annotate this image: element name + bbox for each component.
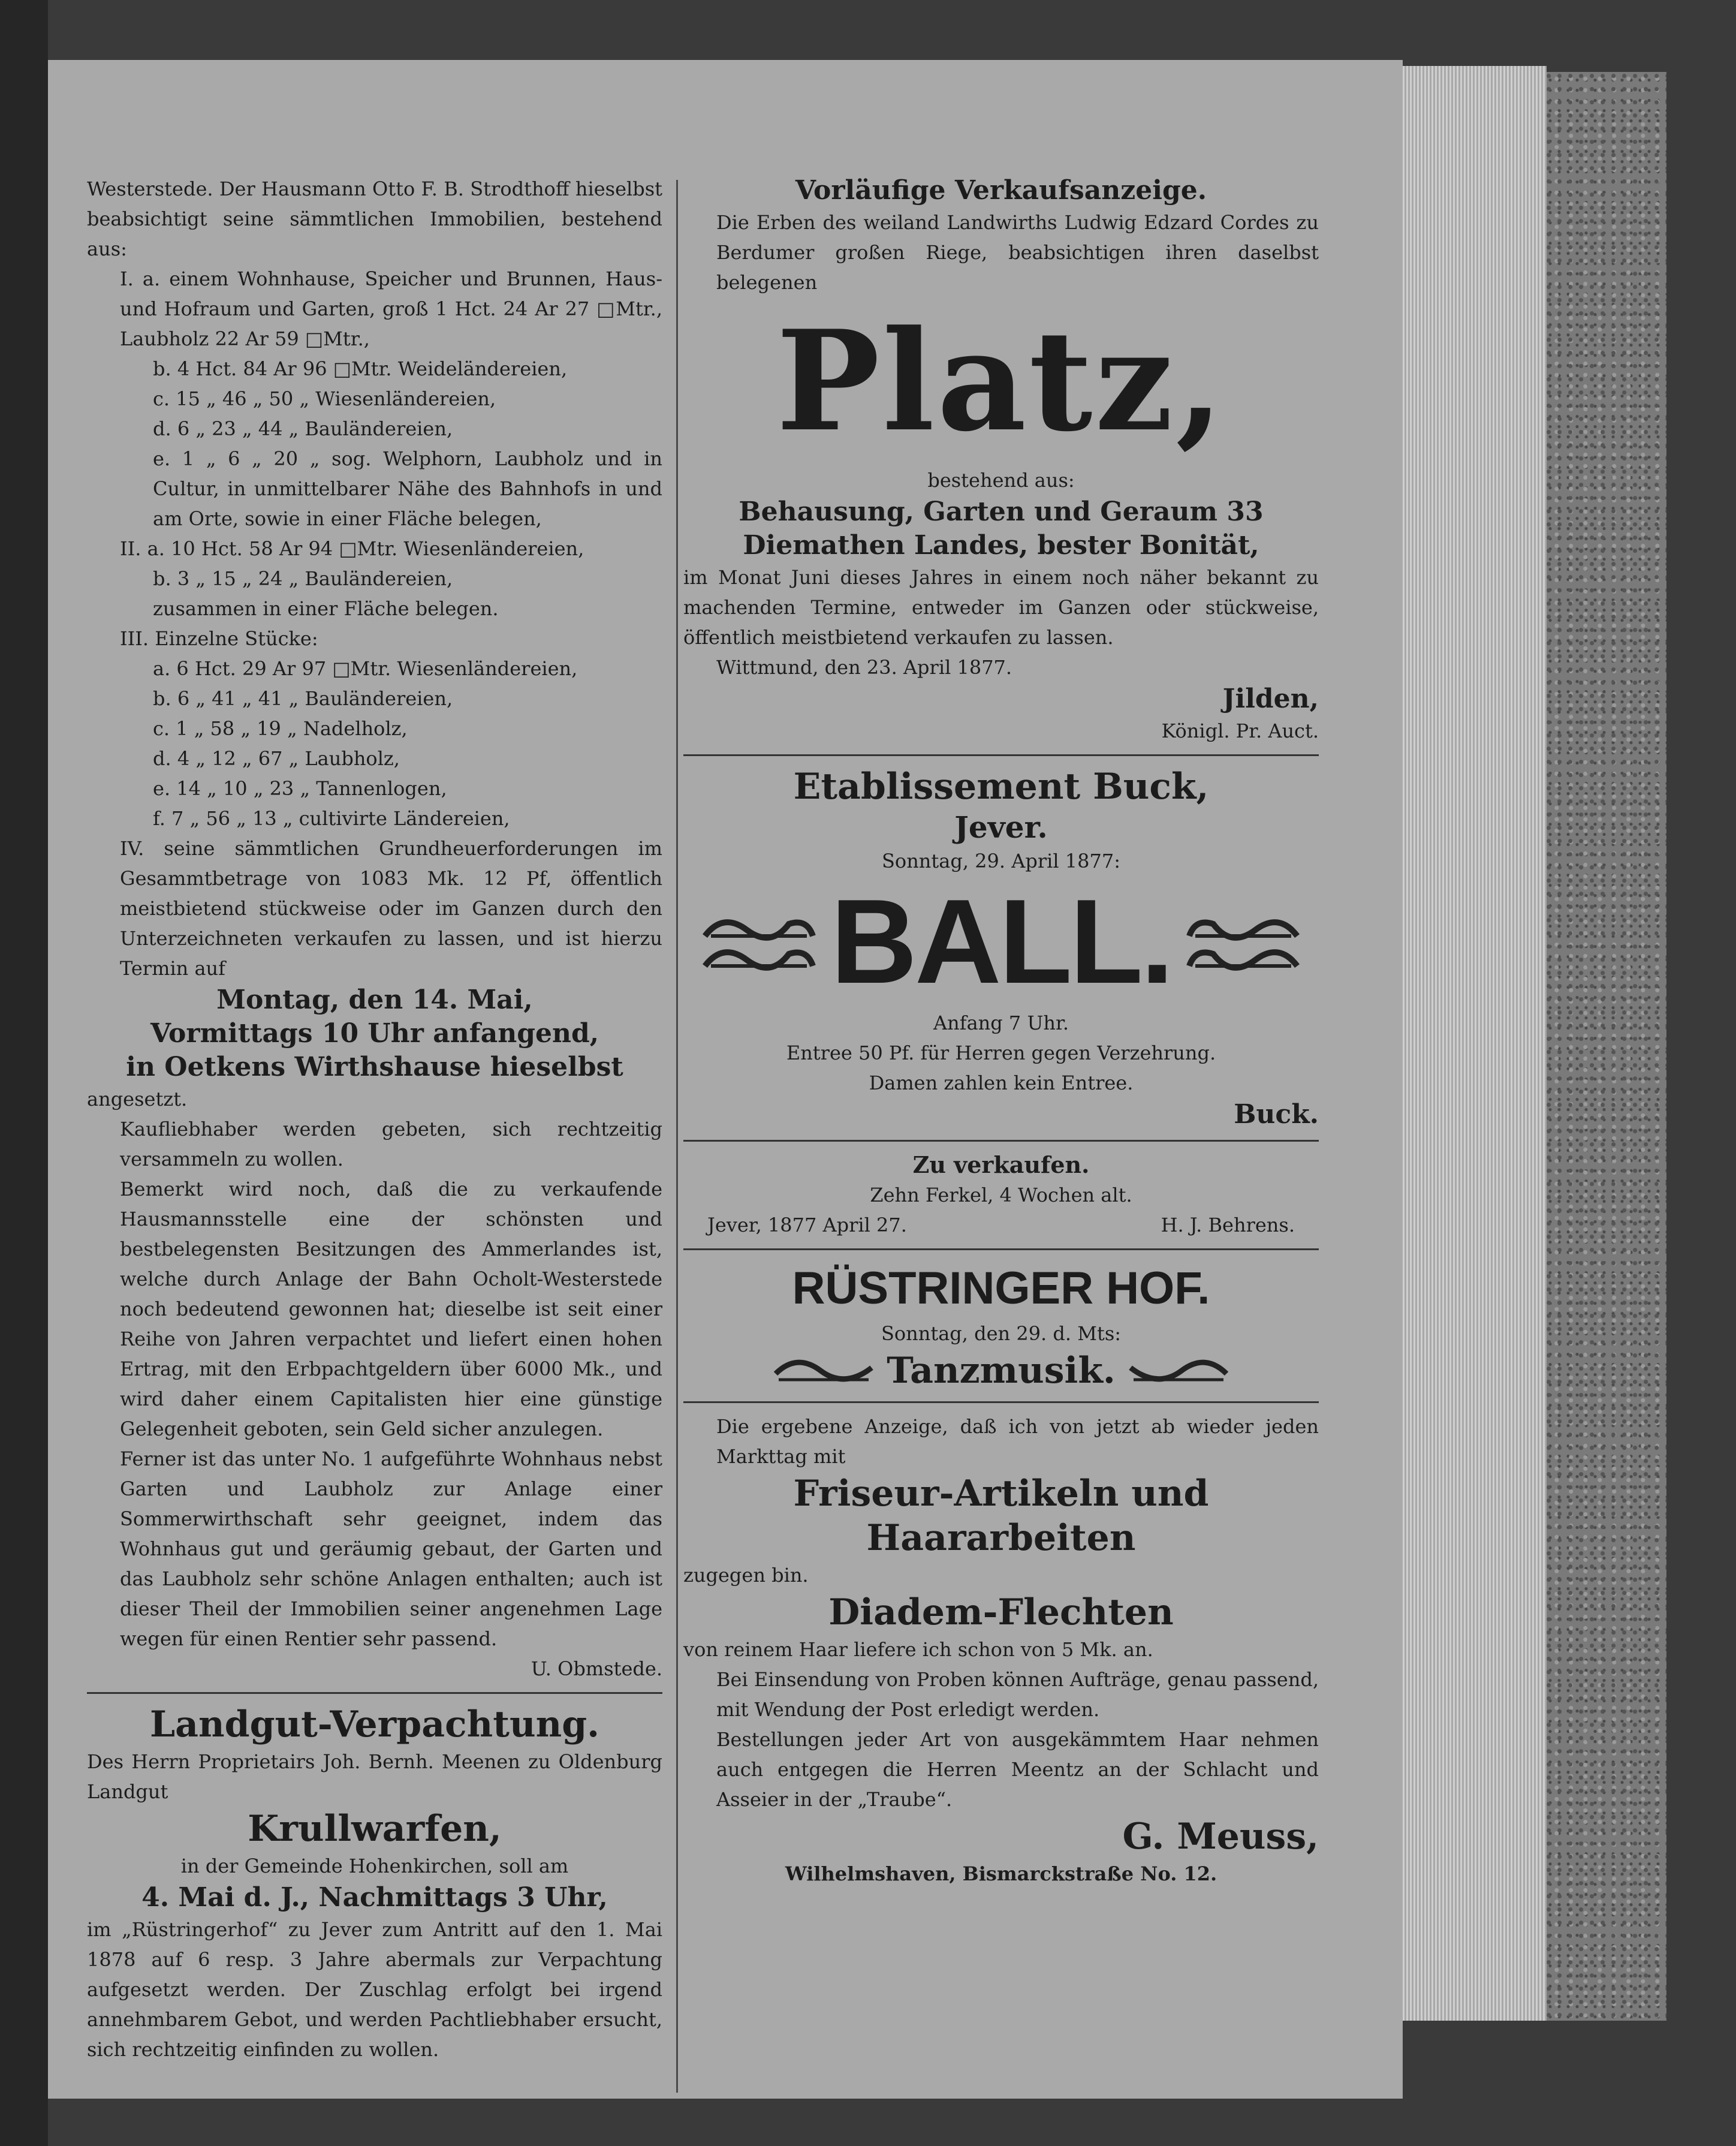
list-item: a. 6 Hct. 29 Ar 97 □Mtr. Wiesenländereien, [153, 657, 578, 680]
ad-intro: Westerstede. Der Hausmann Otto F. B. Strodthoff hieselbst beabsichtigt seine sämmtlichen Immobilien, bestehend aus: [87, 177, 662, 260]
page-edges [1403, 66, 1547, 2021]
list-item: b. 3 „ 15 „ 24 „ Bauländereien, [153, 567, 453, 590]
auction-place: in Oetkens Wirthshause hieselbst [126, 1052, 623, 1082]
body-text: im Monat Juni dieses Jahres in einem noch näher bekannt zu machenden Termine, entweder im Ganzen oder stückweise, öffentlich meistbietend verkaufen zu lassen. [683, 566, 1319, 649]
ad-signer-title: Königl. Pr. Auct. [1161, 720, 1319, 742]
ad-divider [683, 1140, 1319, 1142]
list-item: d. 4 „ 12 „ 67 „ Laubholz, [153, 747, 400, 770]
list-item: c. 15 „ 46 „ 50 „ Wiesenländereien, [153, 387, 496, 410]
list-item: II. a. 10 Hct. 58 Ar 94 □Mtr. Wiesenländereien, [120, 537, 584, 560]
list-item: e. 14 „ 10 „ 23 „ Tannenlogen, [153, 777, 447, 800]
ornament-flourish-icon [773, 1350, 875, 1392]
list-item: c. 1 „ 58 „ 19 „ Nadelholz, [153, 717, 408, 740]
body-text: Die ergebene Anzeige, daß ich von jetzt ab wieder jeden Markttag mit [716, 1415, 1319, 1468]
list-item: d. 6 „ 23 „ 44 „ Bauländereien, [153, 417, 453, 440]
ornament-flourish-icon [1183, 900, 1303, 984]
tanzmusik-banner [683, 1349, 1319, 1393]
list-item: e. 1 „ 6 „ 20 „ sog. Welphorn, Laubholz und in Cultur, in unmittelbarer Nähe des Bahnhofs in und am Orte, sowie in einer Fläche belegen, [153, 447, 662, 530]
body-text: angesetzt. [87, 1088, 188, 1110]
body-text: Bestellungen jeder Art von ausgekämmtem Haar nehmen auch entgegen die Herren Meentz an der Schlacht und Asseier in der „Traube“. [716, 1728, 1319, 1811]
ad-address: Wilhelmshaven, Bismarckstraße No. 12. [785, 1862, 1217, 1885]
body-text: Des Herrn Proprietairs Joh. Bernh. Meenen zu Oldenburg Landgut [87, 1750, 662, 1803]
book-cover [1547, 72, 1666, 2021]
body-text: Bei Einsendung von Proben können Aufträge, genau passend, mit Wendung der Post erledigt werden. [716, 1668, 1319, 1721]
ad-divider [683, 754, 1319, 756]
body-text: im „Rüstringerhof“ zu Jever zum Antritt auf den 1. Mai 1878 auf 6 resp. 3 Jahre abermals zur Verpachtung aufgesetzt werden. Der Zuschlag erfolgt bei irgend annehmbarem Gebot, und werden Pachtliebhaber ersucht, sich rechtzeitig einfinden zu wollen. [87, 1918, 662, 2061]
body-text: Bemerkt wird noch, daß die zu verkaufende Hausmannsstelle eine der schönsten und bestbelegensten Besitzungen des Ammerlandes ist, welche durch Anlage der Bahn Ocholt-Westerstede noch bedeutend gewonnen hat; dieselbe ist seit einer Reihe von Jahren verpachtet und liefert einen hohen Ertrag, mit den Erbpachtgeldern über 6000 Mk., und wird daher einem Capitalisten hier eine günstige Gelegenheit geboten, sein Geld sicher anzulegen. [120, 1178, 662, 1440]
body-text: zugegen bin. [683, 1564, 809, 1587]
ad-place-date: Jever, 1877 April 27. [707, 1214, 907, 1236]
ornament-flourish-icon [1128, 1350, 1229, 1392]
body-text: Zehn Ferkel, 4 Wochen alt. [870, 1184, 1132, 1206]
ad-signer: G. Meuss, [1122, 1816, 1319, 1858]
event-date: Sonntag, 29. April 1877: [882, 850, 1120, 872]
event-headline: Tanzmusik. [887, 1350, 1116, 1392]
ad-divider [87, 1692, 662, 1694]
ad-title: Etablissement Buck, [793, 766, 1209, 808]
ad-footer [683, 1210, 1319, 1240]
ad-place-date: Wittmund, den 23. April 1877. [716, 656, 1012, 679]
body-text: Damen zahlen kein Entree. [869, 1072, 1134, 1094]
ad-headline: Diadem-Flechten [828, 1591, 1174, 1633]
list-item: b. 4 Hct. 84 Ar 96 □Mtr. Weideländereien, [153, 357, 568, 380]
list-heading: III. Einzelne Stücke: [120, 627, 318, 650]
ornament-flourish-icon [699, 900, 819, 984]
list-item: zusammen in einer Fläche belegen. [153, 597, 499, 620]
list-item: b. 6 „ 41 „ 41 „ Bauländereien, [153, 687, 453, 710]
ad-headline: Haararbeiten [866, 1517, 1136, 1559]
list-item: IV. seine sämmtlichen Grundheuerforderungen im Gesammtbetrage von 1083 Mk. 12 Pf, öffentlich meistbietend stückweise oder im Ganzen durch den Unterzeichneten verkaufen zu lassen, und ist hierzu Termin auf [120, 837, 662, 980]
ad-place: Jever. [954, 809, 1048, 845]
ad-divider [683, 1401, 1319, 1403]
body-text: Anfang 7 Uhr. [933, 1012, 1069, 1034]
ball-headline: BALL. [830, 875, 1172, 1009]
ad-headline: Friseur-Artikeln und [793, 1473, 1209, 1515]
book-spine [0, 0, 48, 2146]
column-divider [676, 180, 678, 2093]
list-item: f. 7 „ 56 „ 13 „ cultivirte Ländereien, [153, 807, 510, 830]
body-text: von reinem Haar liefere ich schon von 5 Mk. an. [683, 1638, 1153, 1661]
ad-signer: Jilden, [1222, 684, 1319, 714]
left-column [87, 174, 662, 2064]
ad-divider [683, 1248, 1319, 1250]
body-text: bestehend aus: [927, 469, 1075, 492]
ad-title: Vorläufige Verkaufsanzeige. [795, 175, 1207, 206]
ad-signer: U. Obmstede. [531, 1657, 662, 1680]
lease-date: 4. Mai d. J., Nachmittags 3 Uhr, [141, 1882, 608, 1913]
body-text: in der Gemeinde Hohenkirchen, soll am [180, 1855, 569, 1877]
ad-title: Landgut-Verpachtung. [149, 1703, 600, 1745]
auction-time: Vormittags 10 Uhr anfangend, [150, 1018, 599, 1049]
ad-title: RÜSTRINGER HOF. [792, 1263, 1210, 1314]
ball-banner [683, 876, 1319, 1008]
event-date: Sonntag, den 29. d. Mts: [881, 1322, 1122, 1345]
auction-date: Montag, den 14. Mai, [216, 985, 533, 1015]
property-parts: Behausung, Garten und Geraum 33 Diemathen Landes, bester Bonität, [739, 496, 1264, 561]
body-text: Ferner ist das unter No. 1 aufgeführte Wohnhaus nebst Garten und Laubholz zur Anlage einer Sommerwirthschaft sehr geeignet, indem das Wohnhaus gut und geräumig gebaut, der Garten und das Laubholz sehr schöne Anlagen enthalten; auch ist dieser Theil der Immobilien seiner angenehmen Lage wegen für einen Rentier sehr passend. [120, 1447, 662, 1650]
body-text: Entree 50 Pf. für Herren gegen Verzehrung. [786, 1042, 1216, 1064]
ad-headline-platz: Platz, [776, 300, 1226, 462]
body-text: Die Erben des weiland Landwirths Ludwig Edzard Cordes zu Berdumer großen Riege, beabsichtigen ihren daselbst belegenen [716, 211, 1319, 294]
estate-name: Krullwarfen, [248, 1808, 502, 1850]
ad-signer: Buck. [1234, 1099, 1319, 1130]
ad-signer: H. J. Behrens. [1161, 1214, 1295, 1236]
ad-title: Zu verkaufen. [912, 1151, 1090, 1178]
list-item: I. a. einem Wohnhause, Speicher und Brunnen, Haus- und Hofraum und Garten, groß 1 Hct. 24 Ar 27 □Mtr., Laubholz 22 Ar 59 □Mtr., [120, 267, 662, 350]
right-column [683, 174, 1319, 1889]
newspaper-page [48, 60, 1403, 2099]
body-text: Kaufliebhaber werden gebeten, sich rechtzeitig versammeln zu wollen. [120, 1118, 662, 1170]
